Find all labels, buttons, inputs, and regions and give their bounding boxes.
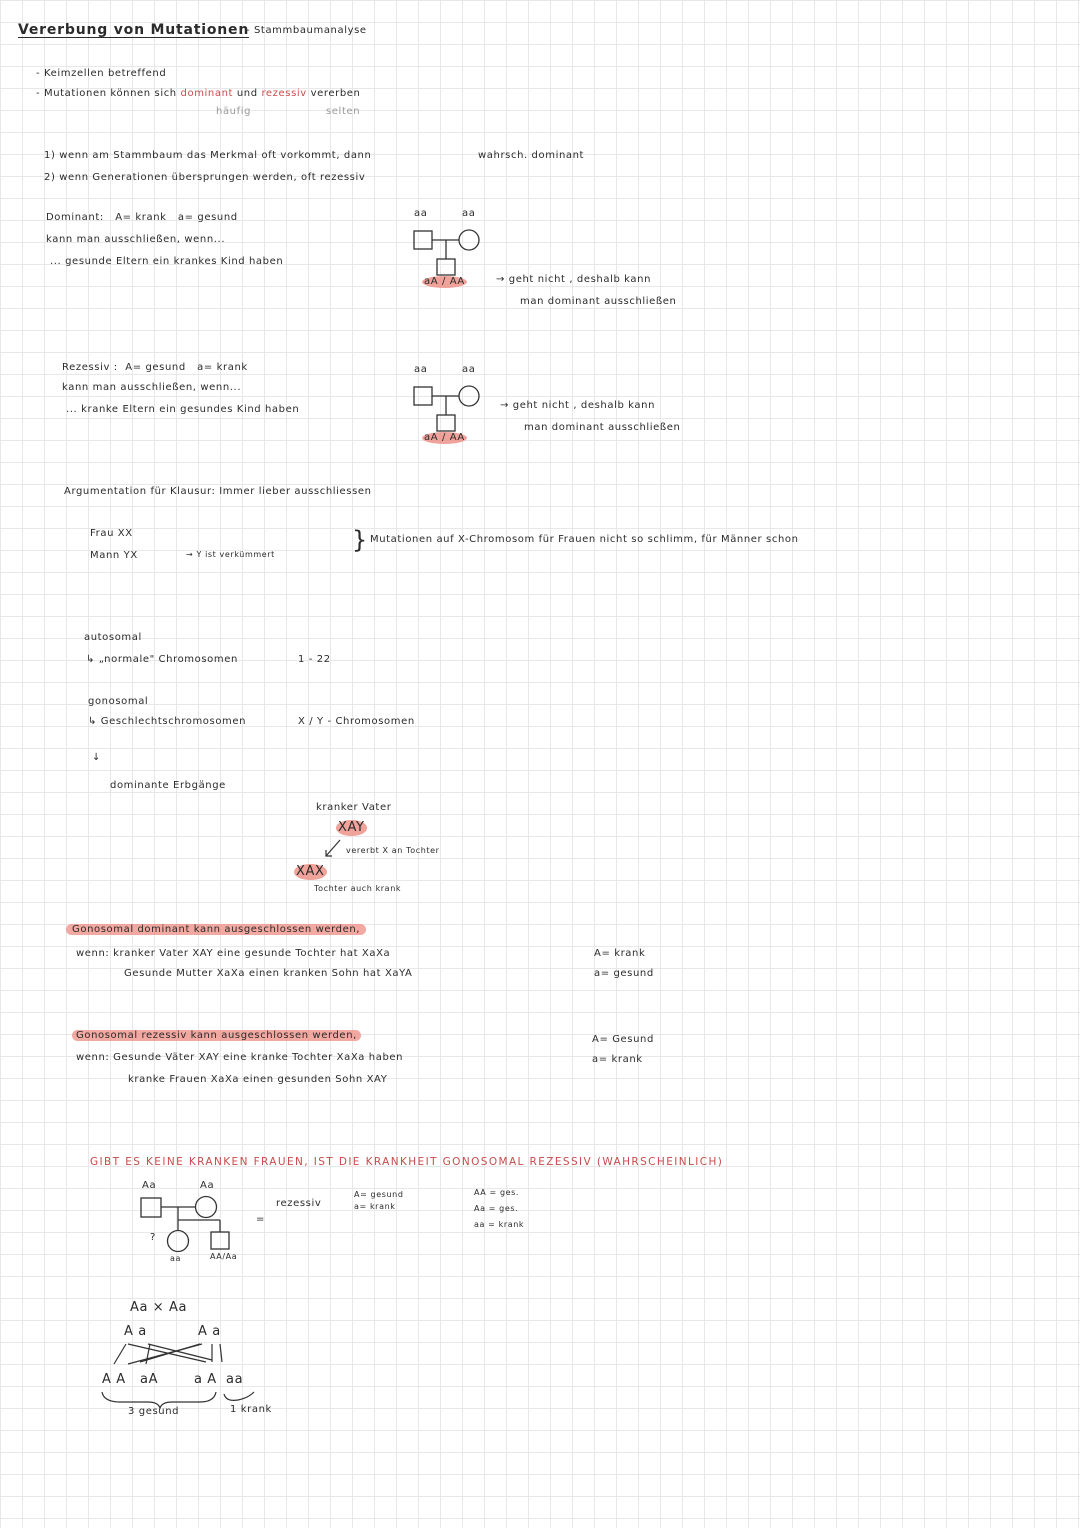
rez-note-2: man dominant ausschließen [524, 422, 681, 433]
gon-dom-key-A: A= krank [594, 948, 646, 959]
conclusion-note: GIBT ES KEINE KRANKEN FRAUEN, IST DIE KRANKHEIT GONOSOMAL REZESSIV (WAHRSCHEINLICH) [90, 1156, 724, 1168]
dominant-heading: Dominant: A= krank a= gesund [46, 212, 238, 223]
gonosomal-rezessiv-line-2: kranke Frauen XaXa einen gesunden Sohn XAY [128, 1074, 388, 1085]
gonosomal-heading: gonosomal [88, 696, 149, 707]
rule-2: 2) wenn Generationen übersprungen werden, oft rezessiv [44, 172, 366, 183]
cross-offspring-2: aA [140, 1372, 159, 1387]
gonosomal-dominant-line-2: Gesunde Mutter XaXa einen kranken Sohn hat XaYA [124, 968, 413, 979]
page-subtitle: - Stammbaumanalyse [246, 25, 367, 36]
ped3-key-A: A= gesund [354, 1190, 404, 1199]
ped3-child-1-genotype: aa [170, 1254, 182, 1263]
ped3-key-a: a= krank [354, 1202, 396, 1211]
rezessiv-line-2: kann man ausschließen, wenn... [62, 382, 242, 393]
intro-line-1: - Keimzellen betreffend [36, 68, 167, 79]
mann-chromosomes: Mann YX [90, 550, 138, 561]
frau-chromosomes: Frau XX [90, 528, 133, 539]
argument-note: Argumentation für Klausur: Immer lieber ausschliessen [64, 486, 372, 497]
page-title: Vererbung von Mutationen [18, 22, 250, 38]
ped3-table-aa: aa = krank [474, 1220, 525, 1229]
ped3-parent-1-genotype: Aa [142, 1180, 157, 1191]
rule-1-conclusion: wahrsch. dominant [478, 150, 585, 161]
ped3-equals: = [256, 1214, 265, 1225]
down-arrow: ↓ [92, 752, 101, 763]
cross-result-sick: 1 krank [230, 1404, 272, 1415]
rez-parent-2-genotype: aa [462, 364, 476, 375]
rez-child-genotype: aA / AA [424, 432, 465, 443]
y-note: → Y ist verkümmert [186, 550, 275, 559]
gon-rez-key-A: A= Gesund [592, 1034, 654, 1045]
rule-1: 1) wenn am Stammbaum das Merkmal oft vorkommt, dann [44, 150, 372, 161]
cross-parents: Aa × Aa [130, 1300, 188, 1315]
autosomal-range: 1 - 22 [298, 654, 331, 665]
ped3-question-mark: ? [150, 1232, 156, 1243]
sick-father-label: kranker Vater [316, 802, 392, 813]
haeufig-note: häufig [216, 106, 252, 117]
ped3-child-2-genotype: AA/Aa [210, 1252, 238, 1261]
gonosomal-dominant-heading: Gonosomal dominant kann ausgeschlossen werden, [66, 924, 366, 936]
dominant-inheritance-label: dominante Erbgänge [110, 780, 226, 791]
dom-parent-1-genotype: aa [414, 208, 428, 219]
dom-note-1: → geht nicht , deshalb kann [496, 274, 652, 285]
gonosomal-rezessiv-heading: Gonosomal rezessiv kann ausgeschlossen werden, [72, 1030, 361, 1042]
cross-gametes-2: A a [198, 1324, 221, 1339]
father-genotype: XAY [338, 820, 365, 835]
cross-gametes-1: A a [124, 1324, 147, 1339]
ped3-table-AA: AA = ges. [474, 1188, 520, 1197]
dom-parent-2-genotype: aa [462, 208, 476, 219]
cross-result-healthy: 3 gesund [128, 1406, 180, 1417]
dom-note-2: man dominant ausschließen [520, 296, 677, 307]
rez-parent-1-genotype: aa [414, 364, 428, 375]
passes-x-note: vererbt X an Tochter [346, 846, 440, 855]
gonosomal-range: X / Y - Chromosomen [298, 716, 415, 727]
rez-note-1: → geht nicht , deshalb kann [500, 400, 656, 411]
rezessiv-line-3: ... kranke Eltern ein gesundes Kind haben [66, 404, 300, 415]
ped3-table-Aa: Aa = ges. [474, 1204, 519, 1213]
gonosomal-dominant-line-1: wenn: kranker Vater XAY eine gesunde Tochter hat XaXa [76, 948, 391, 959]
gonosomal-sub: ↳ Geschlechtschromosomen [88, 716, 247, 727]
intro-line-2: - Mutationen können sich dominant und rezessiv vererben [36, 88, 361, 99]
cross-offspring-4: aa [226, 1372, 244, 1387]
gonosomal-rezessiv-line-1: wenn: Gesunde Väter XAY eine kranke Tochter XaXa haben [76, 1052, 404, 1063]
x-mutation-note: Mutationen auf X-Chromosom für Frauen nicht so schlimm, für Männer schon [370, 534, 799, 545]
dominant-line-3: ... gesunde Eltern ein krankes Kind haben [50, 256, 284, 267]
dom-child-genotype: aA / AA [424, 276, 465, 287]
autosomal-sub: ↳ „normale" Chromosomen [86, 654, 238, 665]
brace: } [352, 526, 368, 554]
ped3-parent-2-genotype: Aa [200, 1180, 215, 1191]
cross-offspring-1: A A [102, 1372, 126, 1387]
dominant-line-2: kann man ausschließen, wenn... [46, 234, 226, 245]
daughter-genotype: XAX [296, 864, 325, 879]
ped3-mode: rezessiv [276, 1198, 322, 1209]
gon-dom-key-a: a= gesund [594, 968, 654, 979]
rezessiv-heading: Rezessiv : A= gesund a= krank [62, 362, 248, 373]
autosomal-heading: autosomal [84, 632, 142, 643]
gon-rez-key-a: a= krank [592, 1054, 643, 1065]
daughter-label: Tochter auch krank [314, 884, 402, 893]
selten-note: selten [326, 106, 361, 117]
cross-offspring-3: a A [194, 1372, 217, 1387]
